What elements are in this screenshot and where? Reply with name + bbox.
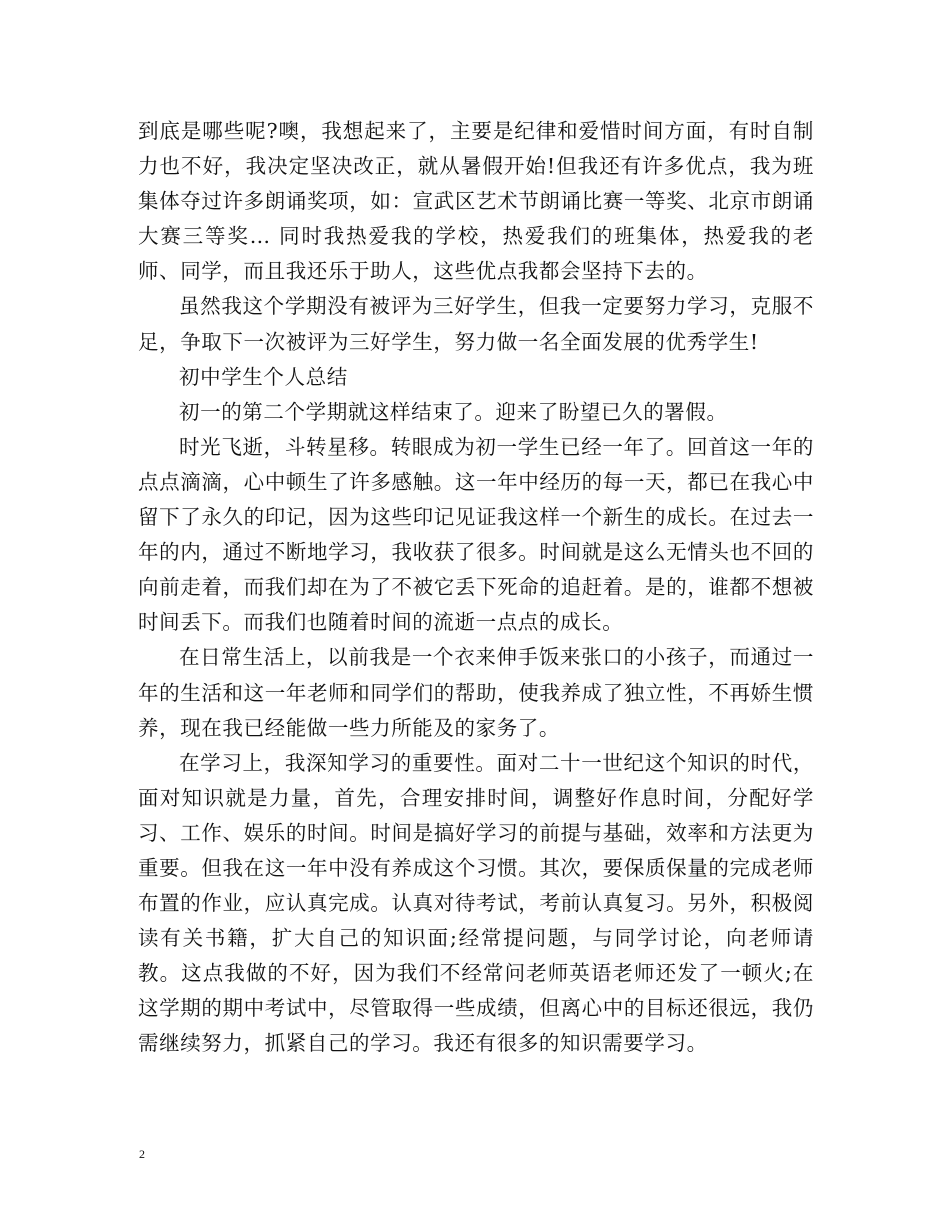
paragraph-2: 虽然我这个学期没有被评为三好学生，但我一定要努力学习，克服不足，争取下一次被评为三好学生，努力做一名全面发展的优秀学生! <box>138 294 814 354</box>
section-heading: 初中学生个人总结 <box>179 364 348 389</box>
paragraph-5: 在日常生活上，以前我是一个衣来伸手饭来张口的小孩子，而通过一年的生活和这一年老师和同学们的帮助，使我养成了独立性，不再娇生惯养，现在我已经能做一些力所能及的家务了。 <box>138 645 814 740</box>
paragraph-3: 初一的第二个学期就这样结束了。迎来了盼望已久的署假。 <box>179 399 728 424</box>
page-number: 2 <box>139 1147 145 1161</box>
paragraph-4: 时光飞逝，斗转星移。转眼成为初一学生已经一年了。回首这一年的点点滴滴，心中顿生了许多感触。这一年中经历的每一天，都已在我心中留下了永久的印记，因为这些印记见证我这样一个新生的成长。在过去一年的内，通过不断地学习，我收获了很多。时间就是这么无情头也不回的向前走着，而我们却在为了不被它丢下死命的追赶着。是的，谁都不想被时间丢下。而我们也随着时间的流逝一点点的成长。 <box>138 434 814 635</box>
paragraph-6: 在学习上，我深知学习的重要性。面对二十一世纪这个知识的时代，面对知识就是力量，首先，合理安排时间，调整好作息时间，分配好学习、工作、娱乐的时间。时间是搞好学习的前提与基础，效率和方法更为重要。但我在这一年中没有养成这个习惯。其次，要保质保量的完成老师布置的作业，应认真完成。认真对待考试，考前认真复习。另外，积极阅读有关书籍，扩大自己的知识面;经常提问题，与同学讨论，向老师请教。这点我做的不好，因为我们不经常问老师英语老师还发了一顿火;在这学期的期中考试中，尽管取得一些成绩，但离心中的目标还很远，我仍需继续努力，抓紧自己的学习。我还有很多的知识需要学习。 <box>138 750 814 1056</box>
text-body <box>138 114 814 1062</box>
paragraph-1: 到底是哪些呢?噢，我想起来了，主要是纪律和爱惜时间方面，有时自制力也不好，我决定坚决改正，就从暑假开始!但我还有许多优点，我为班集体夺过许多朗诵奖项，如：宣武区艺术节朗诵比赛一等奖、北京市朗诵大赛三等奖… 同时我热爱我的学校，热爱我们的班集体，热爱我的老师、同学，而且我还乐于助人，这些优点我都会坚持下去的。 <box>138 119 814 284</box>
